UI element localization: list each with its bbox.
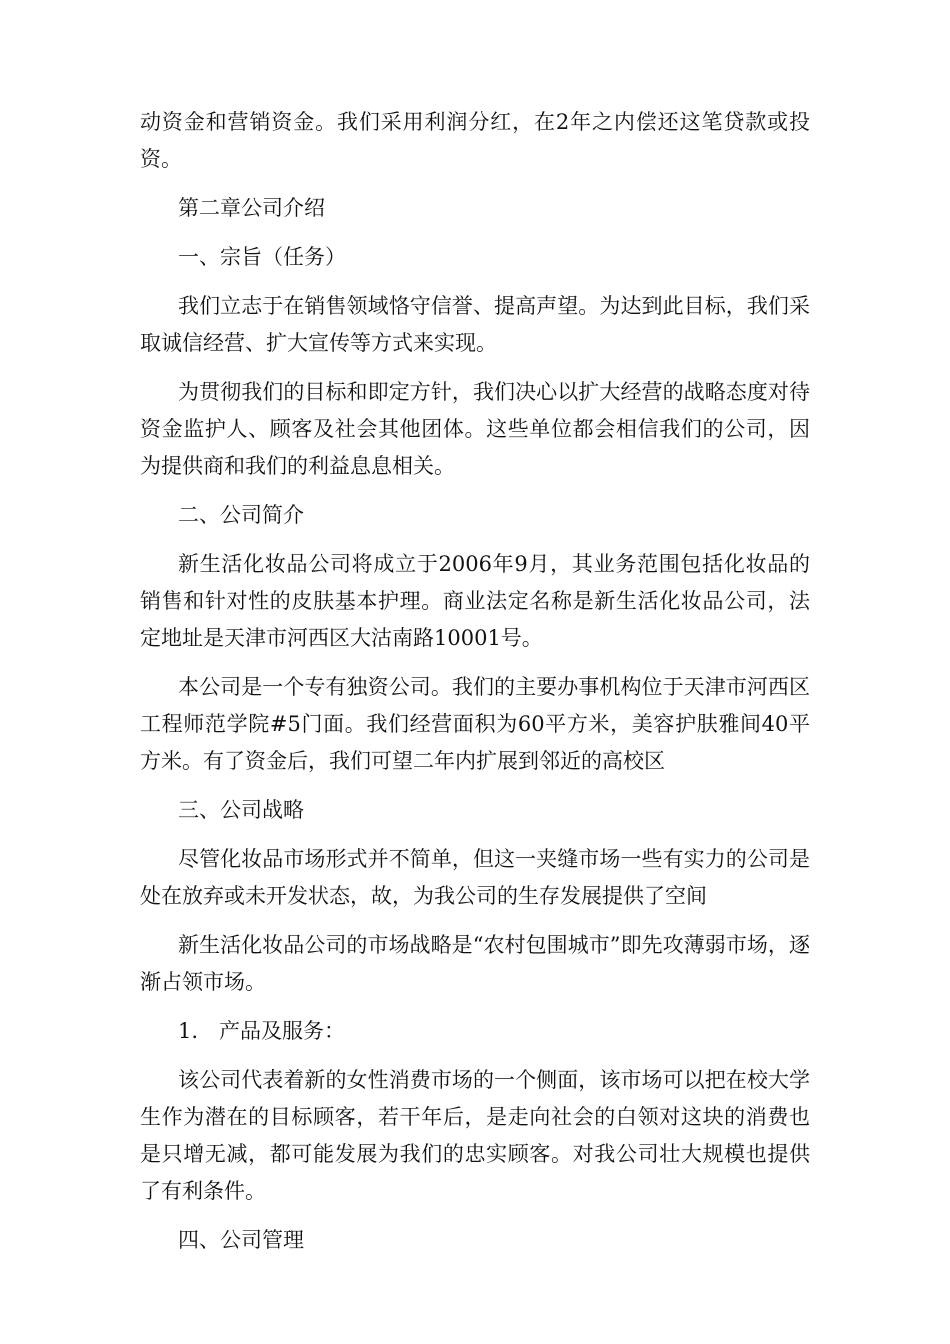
section-heading-strategy: 三、公司战略 (178, 798, 304, 822)
paragraph: 为贯彻我们的目标和即定方针，我们决心以扩大经营的战略态度对待资金监护人、顾客及社会其他团体。这些单位都会相信我们的公司，因为提供商和我们的利益息息相关。 (140, 380, 810, 478)
paragraph: 尽管化妆品市场形式并不简单，但这一夹缝市场一些有实力的公司是处在放弃或未开发状态，故，为我公司的生存发展提供了空间 (140, 847, 810, 908)
paragraph: 新生活化妆品公司将成立于2006年9月，其业务范围包括化妆品的销售和针对性的皮肤基本护理。商业法定名称是新生活化妆品公司，法定地址是天津市河西区大沽南路10001号。 (140, 552, 810, 650)
section-heading-management: 四、公司管理 (178, 1228, 304, 1252)
section-heading-profile: 二、公司简介 (178, 503, 304, 527)
section-heading-purpose: 一、宗旨（任务） (178, 245, 346, 269)
subsection-heading-products: 1. 产品及服务： (178, 1019, 346, 1043)
chapter-heading: 第二章公司介绍 (178, 196, 325, 220)
paragraph-continued: 动资金和营销资金。我们采用利润分红，在2年之内偿还这笔贷款或投资。 (140, 110, 810, 171)
paragraph: 我们立志于在销售领域恪守信誉、提高声望。为达到此目标，我们采取诚信经营、扩大宣传等方式来实现。 (140, 294, 810, 355)
paragraph: 本公司是一个专有独资公司。我们的主要办事机构位于天津市河西区工程师范学院#5门面。我们经营面积为60平方米，美容护肤雅间40平方米。有了资金后，我们可望二年内扩展到邻近的高校区 (140, 675, 810, 773)
paragraph: 新生活化妆品公司的市场战略是“农村包围城市”即先攻薄弱市场，逐渐占领市场。 (140, 933, 810, 994)
document-body (140, 104, 810, 1271)
paragraph: 该公司代表着新的女性消费市场的一个侧面，该市场可以把在校大学生作为潜在的目标顾客，若干年后，是走向社会的白领对这块的消费也是只增无减，都可能发展为我们的忠实顾客。对我公司壮大规模也提供了有利条件。 (140, 1068, 810, 1203)
